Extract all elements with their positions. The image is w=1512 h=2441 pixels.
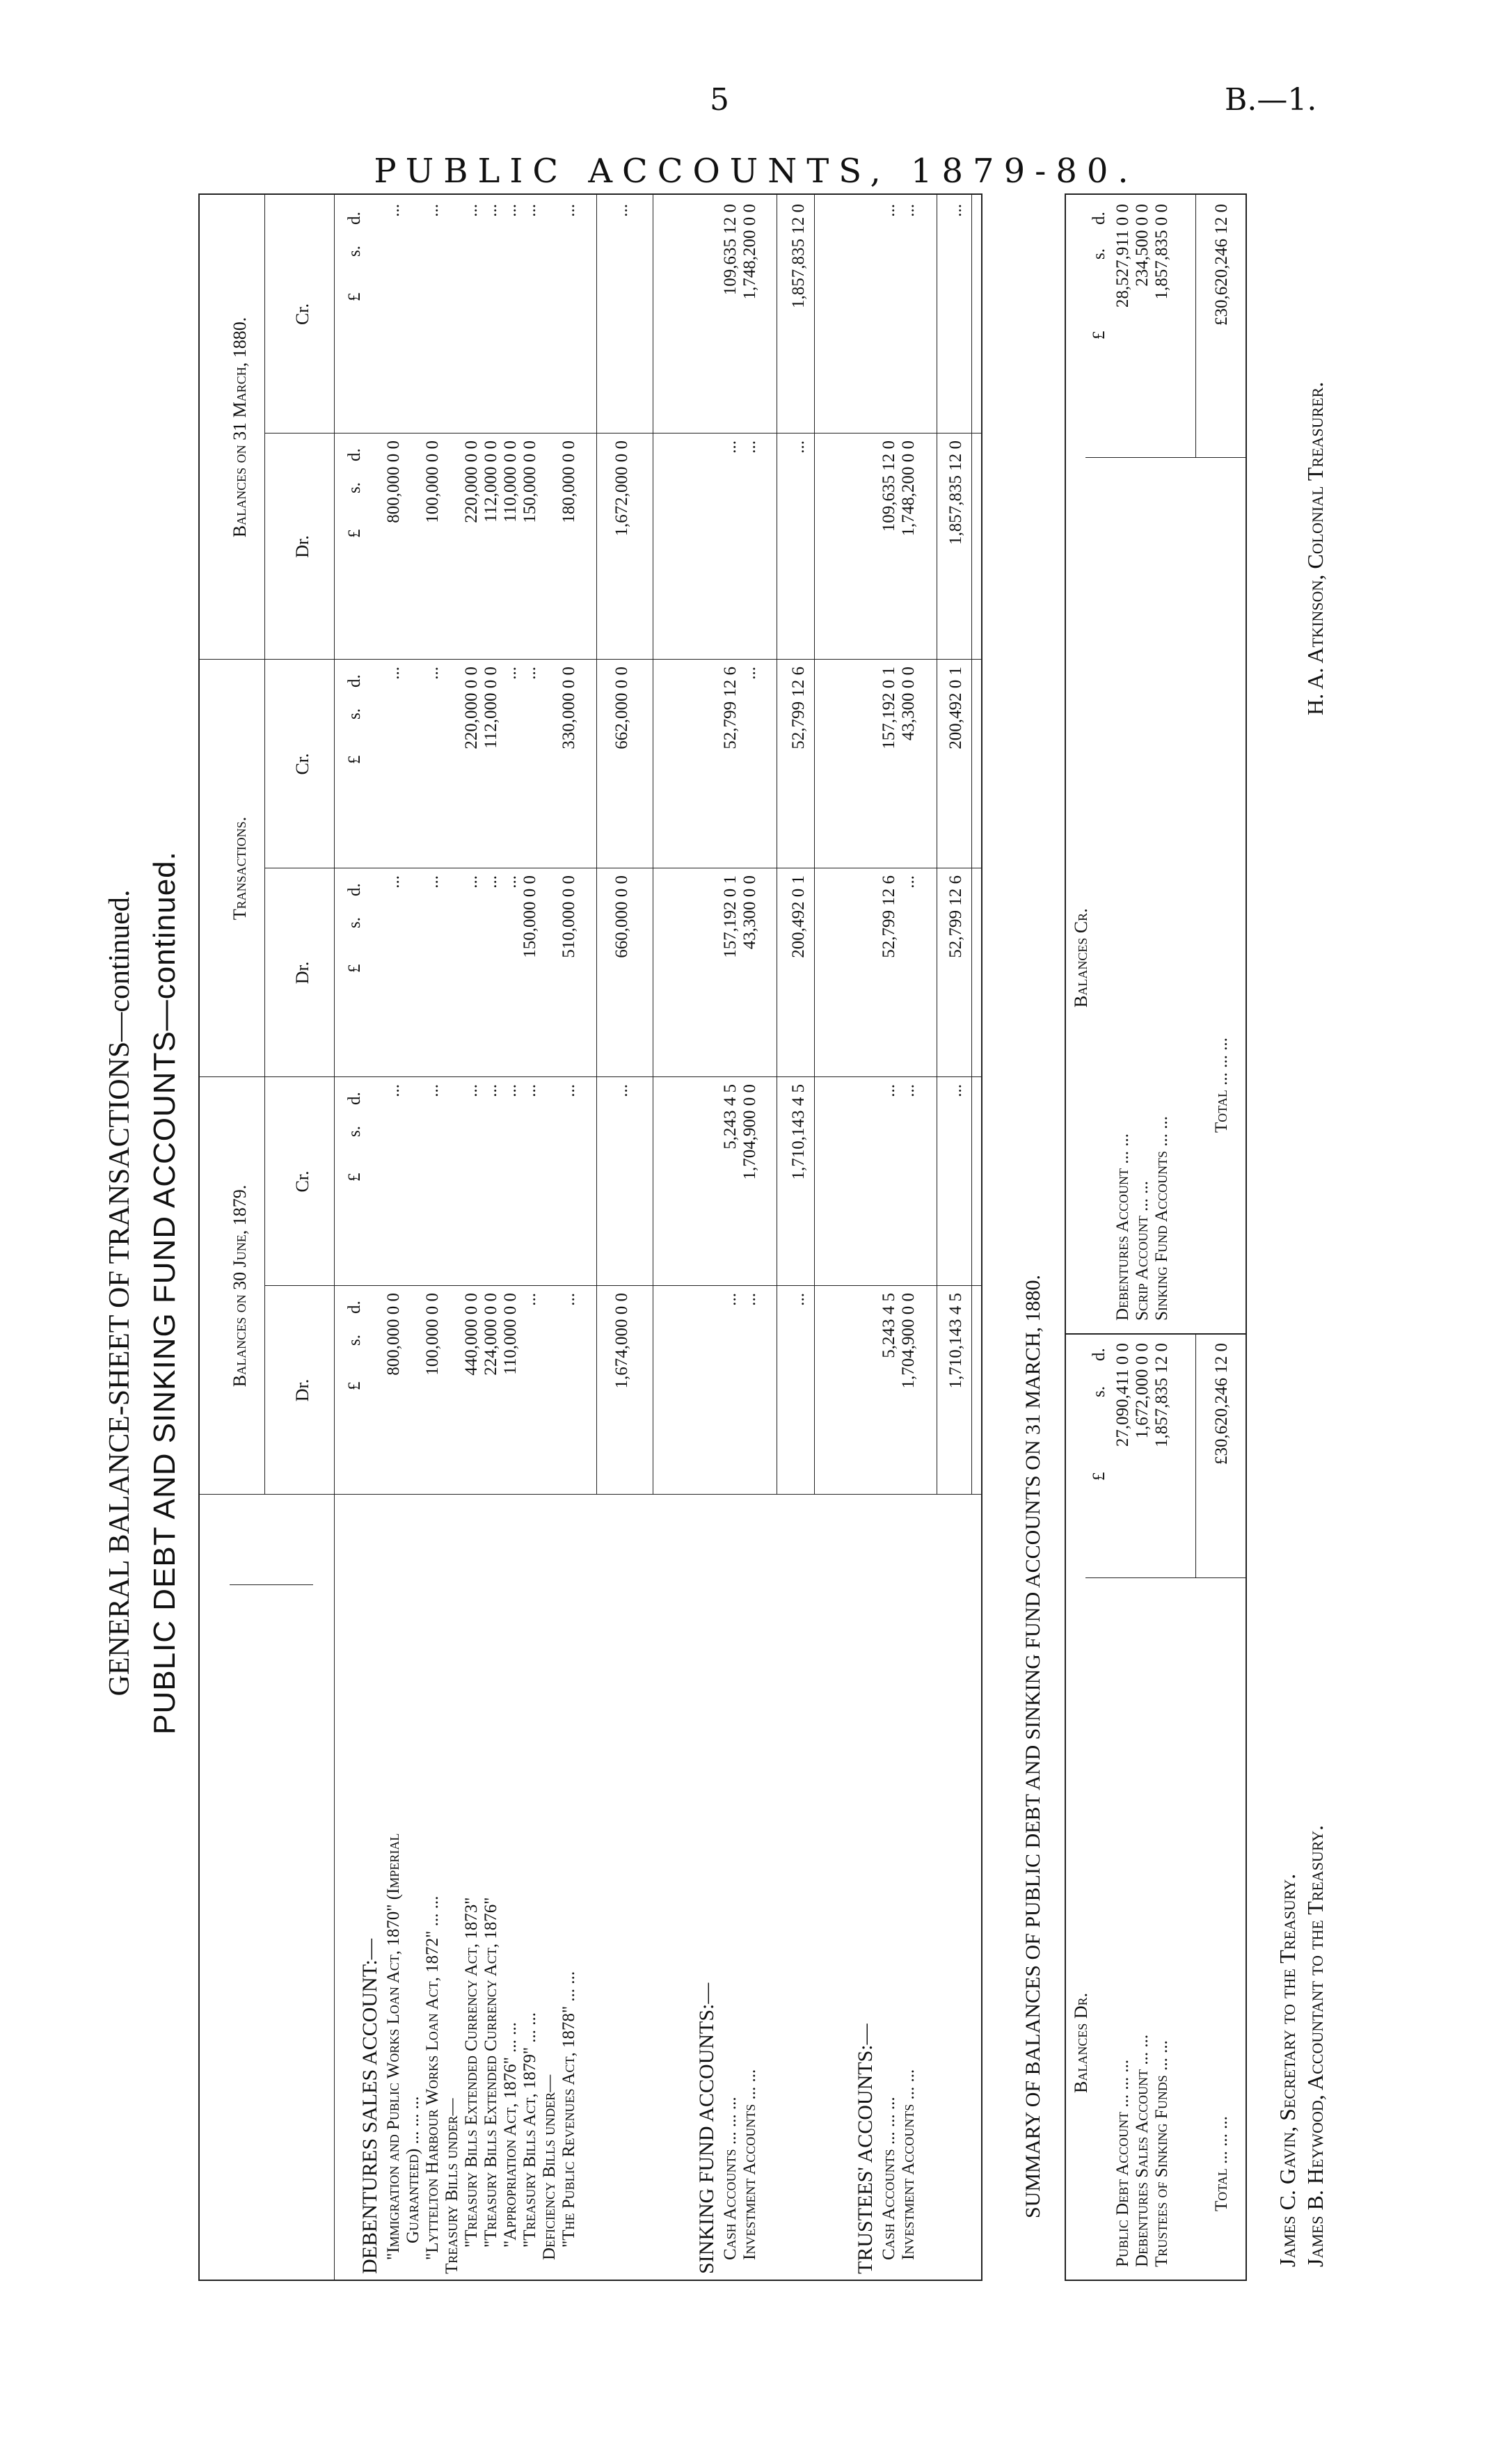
currency-pound: £ [1090,331,1108,340]
value-cell: 5,243 4 5 [721,1084,740,1150]
value-cell: 43,300 0 0 [899,667,918,741]
header-rule [334,193,335,2281]
total-cell: 1,710,143 4 5 [946,1293,965,1389]
col-header-cr: Cr. [292,753,312,775]
summary-frame-right [1065,193,1247,195]
title-line-1: GENERAL BALANCE-SHEET OF TRANSACTIONS—continued. [104,889,136,1696]
total-cell: ... [789,1293,808,1306]
currency-shilling: s. [345,708,364,719]
summary-dr-label: Trustees of Sinking Funds ... ... [1152,2040,1171,2267]
currency-pence: d. [345,212,364,225]
frame-right [198,193,982,195]
value-cell: 1,704,900 0 0 [740,1084,759,1180]
row-label: "Appropriation Act, 1876" ... ... [501,2022,520,2248]
value-cell: ... [384,204,403,217]
document-reference: B.—1. [1225,82,1317,118]
summary-frame-top [1065,193,1066,2281]
value-cell: 5,243 4 5 [880,1293,898,1358]
value-cell: ... [559,1293,578,1306]
frame-bottom [981,193,982,2281]
value-cell: ... [740,667,759,680]
currency-pence: d. [345,1301,364,1314]
total-cell: 200,492 0 1 [789,875,808,958]
row-label: "Treasury Bills Extended Currency Act, 1876" [482,1897,500,2248]
row-label: "Treasury Bills Extended Currency Act, 1873" [462,1897,481,2248]
value-cell: ... [482,1084,500,1097]
value-cell: 52,799 12 6 [880,875,898,958]
title-line-2: PUBLIC DEBT AND SINKING FUND ACCOUNTS—continued. [148,851,182,1735]
total-cell: ... [612,204,631,217]
value-cell: ... [423,204,442,217]
group-header-rule [264,195,265,1495]
col-divider [264,1285,982,1286]
currency-pence: d. [345,1092,364,1105]
value-cell: ... [740,440,759,454]
value-cell: ... [482,875,500,889]
total-rule [814,195,815,1495]
signature-accountant: James B. Heywood, Accountant to the Treasury. [1303,1824,1328,2267]
currency-pound: £ [345,529,364,538]
value-cell: 157,192 0 1 [880,667,898,749]
currency-shilling: s. [345,917,364,928]
summary-cr-label: Debentures Account ... ... [1113,1134,1132,1321]
col-divider [198,1494,982,1495]
summary-dr-label: Debentures Sales Account ... ... [1133,2034,1152,2267]
header-balances-1879: Balances on 30 June, 1879. [230,1184,250,1388]
summary-col-rule [1085,1577,1247,1578]
value-cell: 43,300 0 0 [740,875,759,950]
currency-pence: d. [1090,1348,1108,1361]
col-divider [198,1076,982,1077]
value-cell: 109,635 12 0 [721,204,740,296]
total-cell: 1,857,835 12 0 [789,204,808,308]
value-cell: ... [384,1084,403,1097]
value-cell: 150,000 0 0 [520,875,539,958]
summary-total-rule [1195,1335,1196,1578]
value-cell: ... [501,204,520,217]
value-cell: ... [721,1293,740,1306]
currency-pound: £ [1090,1472,1108,1481]
currency-shilling: s. [345,1126,364,1137]
summary-frame-left [1065,2280,1247,2281]
summary-cr-total-value: £30,620,246 12 0 [1212,204,1231,326]
value-cell: 510,000 0 0 [559,875,578,958]
currency-pence: d. [1090,212,1108,225]
currency-shilling: s. [345,482,364,493]
value-cell: 150,000 0 0 [520,440,539,523]
col-header-dr: Dr. [292,961,312,985]
value-cell: ... [501,875,520,889]
summary-cr-value: 234,500 0 0 [1133,204,1152,287]
total-cell: 1,674,000 0 0 [612,1293,631,1389]
value-cell: 220,000 0 0 [462,440,481,523]
value-cell: ... [559,1084,578,1097]
total-rule [971,195,972,1495]
row-label: Investment Accounts ... ... [740,2069,759,2260]
value-cell: 112,000 0 0 [482,667,500,749]
value-cell: ... [462,204,481,217]
total-cell: 52,799 12 6 [789,667,808,749]
currency-pence: d. [345,448,364,461]
value-cell: 1,748,200 0 0 [740,204,759,300]
total-cell: 1,857,835 12 0 [946,440,965,545]
value-cell: ... [384,667,403,680]
value-cell: ... [520,1084,539,1097]
frame-top [198,193,200,2281]
header-transactions: Transactions. [230,816,250,921]
value-cell: ... [501,667,520,680]
value-cell: 440,000 0 0 [462,1293,481,1376]
value-cell: ... [384,875,403,889]
currency-pence: d. [345,674,364,687]
row-label: Treasury Bills under— [443,2098,461,2274]
total-rule [596,195,597,1495]
value-cell: ... [559,204,578,217]
value-cell: 180,000 0 0 [559,440,578,523]
header-balances-1880: Balances on 31 March, 1880. [230,317,250,538]
total-cell: ... [789,440,808,454]
summary-dr-value: 1,672,000 0 0 [1133,1343,1152,1439]
value-cell: 224,000 0 0 [482,1293,500,1376]
summary-cr-label: Scrip Account ... ... [1133,1181,1152,1321]
summary-dr-label: Public Debt Account ... ... ... [1113,2059,1132,2267]
summary-dr-header: Balances Dr. [1071,1992,1091,2093]
currency-pound: £ [345,755,364,764]
value-cell: 1,748,200 0 0 [899,440,918,536]
currency-pence: d. [345,883,364,896]
page-heading: PUBLIC ACCOUNTS, 1879-80. [374,152,1138,191]
summary-cr-total-label: Total ... ... ... [1212,1037,1231,1133]
row-label: "Immigration and Public Works Loan Act, 1870" (Imperial [384,1833,403,2260]
currency-shilling: s. [1090,1386,1108,1397]
total-cell: 52,799 12 6 [946,875,965,958]
summary-frame-bottom [1246,193,1247,2281]
col-header-cr: Cr. [292,1170,312,1193]
row-label: Deficiency Bills under— [540,2074,559,2260]
row-label: Cash Accounts ... ... ... [721,2097,740,2260]
row-label: "Treasury Bills Act, 1879" ... ... [520,2012,539,2248]
row-label: Investment Accounts ... ... [899,2069,918,2260]
total-cell: 662,000 0 0 [612,667,631,749]
value-cell: 110,000 0 0 [501,1293,520,1375]
value-cell: 52,799 12 6 [721,667,740,749]
summary-total-rule [1195,195,1196,458]
value-cell: ... [520,1293,539,1306]
value-cell: 100,000 0 0 [423,440,442,523]
value-cell: 157,192 0 1 [721,875,740,958]
summary-cr-header: Balances Cr. [1071,908,1091,1008]
row-label: "The Public Revenues Act, 1878" ... ... [559,1971,578,2248]
col-divider [198,659,982,660]
signature-treasurer: H. A. Atkinson, Colonial Treasurer. [1303,381,1328,715]
currency-shilling: s. [345,1335,364,1346]
header-dash [230,1584,313,1585]
value-cell: ... [520,204,539,217]
signature-secretary: James C. Gavin, Secretary to the Treasury. [1275,1873,1300,2267]
currency-pound: £ [345,1381,364,1390]
value-cell: ... [482,204,500,217]
summary-dr-value: 1,857,835 12 0 [1152,1343,1171,1447]
value-cell: ... [520,667,539,680]
summary-cr-value: 1,857,835 0 0 [1152,204,1171,300]
currency-shilling: s. [345,246,364,257]
summary-dr-value: 27,090,411 0 0 [1113,1343,1132,1447]
value-cell: ... [423,1084,442,1097]
value-cell: ... [721,440,740,454]
value-cell: 112,000 0 0 [482,440,500,523]
value-cell: 1,704,900 0 0 [899,1293,918,1389]
col-header-cr: Cr. [292,303,312,326]
value-cell: ... [423,667,442,680]
section-title-sinking-fund: SINKING FUND ACCOUNTS:— [695,1982,718,2274]
value-cell: 220,000 0 0 [462,667,481,749]
value-cell: ... [880,1084,898,1097]
total-cell: 1,710,143 4 5 [789,1084,808,1180]
col-header-dr: Dr. [292,535,312,558]
value-cell: 330,000 0 0 [559,667,578,749]
total-cell: ... [946,1084,965,1097]
value-cell: ... [462,875,481,889]
summary-title: SUMMARY OF BALANCES OF PUBLIC DEBT AND SINKING FUND ACCOUNTS ON 31 MARCH, 1880. [1021,1274,1044,2218]
summary-divider [1065,1333,1247,1335]
summary-dr-total-value: £30,620,246 12 0 [1212,1343,1231,1465]
section-title-debentures: DEBENTURES SALES ACCOUNT:— [358,1939,381,2274]
currency-shilling: s. [1090,248,1108,260]
total-cell: 1,672,000 0 0 [612,440,631,536]
col-divider [264,433,982,434]
value-cell: 800,000 0 0 [384,440,403,523]
value-cell: ... [899,875,918,889]
value-cell: ... [880,204,898,217]
total-cell: ... [612,1084,631,1097]
summary-cr-value: 28,527,911 0 0 [1113,204,1132,308]
summary-dr-total-label: Total ... ... ... [1212,2116,1231,2211]
total-cell: ... [946,204,965,217]
value-cell: 800,000 0 0 [384,1293,403,1376]
row-label: "Lyttelton Harbour Works Loan Act, 1872" ... ... [423,1895,442,2260]
page-number: 5 [710,82,729,118]
summary-col-rule [1085,457,1247,458]
total-cell: 660,000 0 0 [612,875,631,958]
value-cell: ... [899,1084,918,1097]
value-cell: ... [501,1084,520,1097]
value-cell: 110,000 0 0 [501,440,520,523]
section-title-trustees: TRUSTEES' ACCOUNTS:— [854,2023,877,2274]
value-cell: ... [423,875,442,889]
value-cell: 109,635 12 0 [880,440,898,532]
value-cell: ... [462,1084,481,1097]
currency-pound: £ [345,1172,364,1182]
value-cell: 100,000 0 0 [423,1293,442,1376]
row-label: Cash Accounts ... ... ... [880,2097,898,2260]
col-header-dr: Dr. [292,1378,312,1402]
currency-pound: £ [345,292,364,301]
value-cell: ... [899,204,918,217]
currency-pound: £ [345,964,364,973]
total-cell: 200,492 0 1 [946,667,965,749]
summary-cr-label: Sinking Fund Accounts ... ... [1152,1116,1171,1321]
row-label: Guaranteed) ... ... ... [404,2096,422,2243]
frame-left [198,2280,982,2281]
value-cell: ... [740,1293,759,1306]
